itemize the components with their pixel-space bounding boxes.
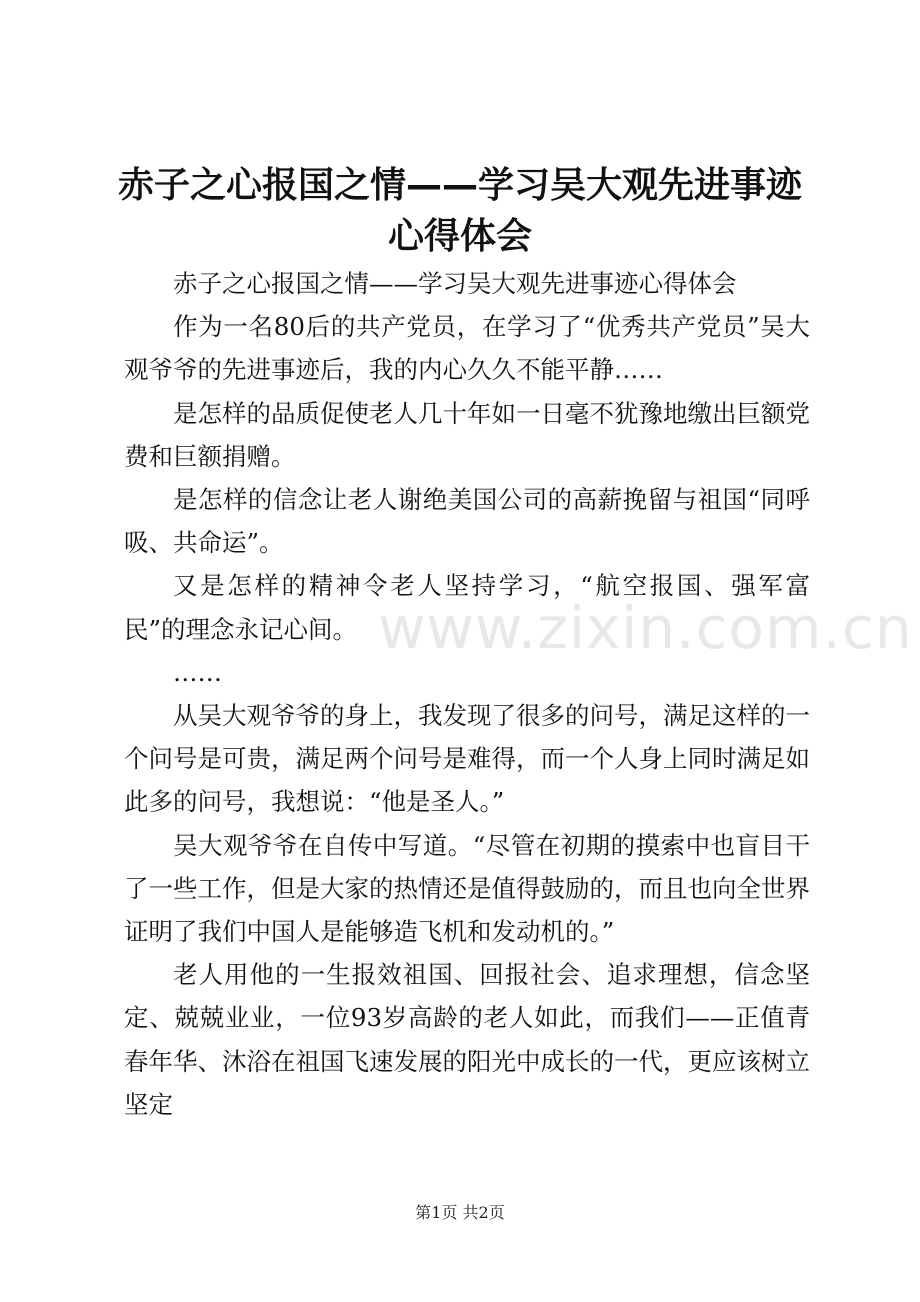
paragraph: 是怎样的信念让老人谢绝美国公司的高薪挽留与祖国“同呼吸、共命运”。 xyxy=(124,485,810,558)
document-title: 赤子之心报国之情——学习吴大观先进事迹心得体会 xyxy=(117,165,802,257)
paragraph: 从吴大观爷爷的身上，我发现了很多的问号，满足这样的一个问号是可贵，满足两个问号是难得，而一个人身上同时满足如此多的问号，我想说：“他是圣人。” xyxy=(124,701,810,817)
document-body xyxy=(124,262,810,1126)
paragraph: 作为一名80后的共产党员，在学习了“优秀共产党员”吴大观爷爷的先进事迹后，我的内心久久不能平静…… xyxy=(124,312,810,385)
paragraph: 是怎样的品质促使老人几十年如一日毫不犹豫地缴出巨额党费和巨额捐赠。 xyxy=(124,398,810,471)
watermark: www.zixin.com.cn xyxy=(378,594,913,662)
paragraph: 又是怎样的精神令老人坚持学习，“航空报国、强军富民”的理念永记心间。 xyxy=(124,571,810,644)
paragraph: 吴大观爷爷在自传中写道。“尽管在初期的摸索中也盲目干了一些工作，但是大家的热情还是值得鼓励的，而且也向全世界证明了我们中国人是能够造飞机和发动机的。” xyxy=(124,830,810,947)
page-footer: 第1页 共2页 xyxy=(415,1203,505,1222)
paragraph: …… xyxy=(173,657,222,687)
paragraph: 老人用他的一生报效祖国、回报社会、追求理想，信念坚定、兢兢业业，一位93岁高龄的老人如此，而我们——正值青春年华、沐浴在祖国飞速发展的阳光中成长的一代，更应该树立坚定 xyxy=(124,960,810,1119)
paragraph: 赤子之心报国之情——学习吴大观先进事迹心得体会 xyxy=(173,269,737,298)
